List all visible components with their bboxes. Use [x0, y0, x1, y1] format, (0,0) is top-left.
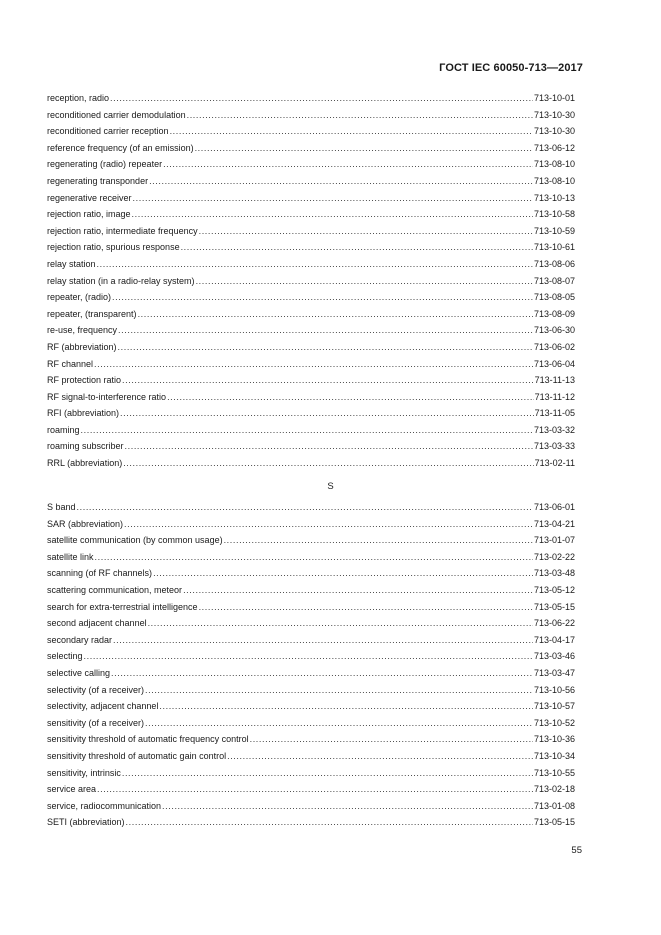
entry-ref: 713-03-33 — [533, 441, 575, 452]
index-entry — [47, 256, 575, 273]
dot-leader — [132, 206, 533, 223]
dot-leader — [112, 289, 533, 306]
index-entry — [47, 532, 575, 549]
dot-leader — [81, 422, 533, 439]
index-entry — [47, 682, 575, 699]
dot-leader — [118, 339, 533, 356]
entry-term: selectivity, adjacent channel — [47, 701, 159, 712]
index-entry — [47, 156, 575, 173]
entry-term: reconditioned carrier reception — [47, 126, 169, 137]
dot-leader — [124, 516, 533, 533]
entry-ref: 713-03-48 — [533, 568, 575, 579]
index-entry — [47, 499, 575, 516]
entry-ref: 713-08-10 — [533, 159, 575, 170]
dot-leader — [227, 748, 533, 765]
entry-term: selecting — [47, 651, 83, 662]
entry-ref: 713-02-22 — [533, 551, 575, 562]
index-entry — [47, 289, 575, 306]
entry-term: repeater, (radio) — [47, 292, 112, 303]
entry-term: secondary radar — [47, 634, 113, 645]
index-entry — [47, 781, 575, 798]
document-header: ГОСТ IEC 60050-713—2017 — [439, 62, 583, 74]
dot-leader — [97, 781, 533, 798]
index-entry — [47, 356, 575, 373]
dot-leader — [162, 798, 533, 815]
index-entry — [47, 273, 575, 290]
entry-ref: 713-10-36 — [533, 734, 575, 745]
index-entry — [47, 698, 575, 715]
index-entry — [47, 438, 575, 455]
index-entry — [47, 565, 575, 582]
index-entry — [47, 798, 575, 815]
entry-term: search for extra-terrestrial intelligence — [47, 601, 198, 612]
entry-ref: 713-06-12 — [533, 142, 575, 153]
entry-ref: 713-08-09 — [533, 308, 575, 319]
dot-leader — [199, 599, 533, 616]
dot-leader — [195, 140, 533, 157]
entry-term: satellite communication (by common usage) — [47, 535, 223, 546]
dot-leader — [97, 256, 533, 273]
entry-term: rejection ratio, image — [47, 209, 131, 220]
entry-ref: 713-08-05 — [533, 292, 575, 303]
entry-ref: 713-11-13 — [534, 375, 575, 386]
entry-term: RF protection ratio — [47, 375, 122, 386]
entry-term: SAR (abbreviation) — [47, 518, 124, 529]
entry-ref: 713-10-59 — [533, 225, 575, 236]
index-entry — [47, 190, 575, 207]
entry-term: roaming subscriber — [47, 441, 124, 452]
entry-term: reference frequency (of an emission) — [47, 142, 194, 153]
dot-leader — [145, 682, 533, 699]
index-section-r — [47, 90, 575, 472]
index-entry — [47, 455, 575, 472]
entry-ref: 713-10-52 — [533, 717, 575, 728]
entry-ref: 713-05-15 — [533, 817, 575, 828]
index-entry — [47, 107, 575, 124]
index-entry — [47, 665, 575, 682]
entry-ref: 713-03-47 — [533, 667, 575, 678]
entry-term: scattering communication, meteor — [47, 584, 183, 595]
index-entry — [47, 731, 575, 748]
dot-leader — [110, 90, 533, 107]
entry-term: RF channel — [47, 358, 94, 369]
entry-ref: 713-10-30 — [533, 109, 575, 120]
index-entry — [47, 582, 575, 599]
entry-ref: 713-10-58 — [533, 209, 575, 220]
entry-term: RF signal-to-interference ratio — [47, 391, 167, 402]
dot-leader — [94, 356, 533, 373]
dot-leader — [138, 306, 533, 323]
dot-leader — [196, 273, 533, 290]
dot-leader — [125, 438, 533, 455]
index-entry — [47, 422, 575, 439]
entry-term: regenerating transponder — [47, 175, 149, 186]
index-entry — [47, 748, 575, 765]
index-entry — [47, 206, 575, 223]
entry-ref: 713-10-61 — [533, 242, 575, 253]
entry-term: service area — [47, 784, 97, 795]
dot-leader — [167, 389, 534, 406]
index-entry — [47, 549, 575, 566]
page-number: 55 — [571, 845, 582, 856]
entry-ref: 713-10-13 — [533, 192, 575, 203]
index-entry — [47, 615, 575, 632]
index-entry — [47, 814, 575, 831]
entry-ref: 713-10-55 — [533, 767, 575, 778]
entry-ref: 713-05-15 — [533, 601, 575, 612]
entry-term: rejection ratio, spurious response — [47, 242, 180, 253]
index-entry — [47, 715, 575, 732]
dot-leader — [133, 190, 533, 207]
entry-term: reconditioned carrier demodulation — [47, 109, 186, 120]
entry-ref: 713-10-34 — [533, 750, 575, 761]
entry-ref: 713-08-06 — [533, 258, 575, 269]
entry-term: selective calling — [47, 667, 111, 678]
entry-term: sensitivity (of a receiver) — [47, 717, 145, 728]
dot-leader — [163, 156, 533, 173]
entry-term: relay station (in a radio-relay system) — [47, 275, 195, 286]
entry-ref: 713-08-07 — [533, 275, 575, 286]
dot-leader — [149, 173, 533, 190]
dot-leader — [111, 665, 533, 682]
entry-ref: 713-03-46 — [533, 651, 575, 662]
dot-leader — [148, 615, 533, 632]
index-entry — [47, 322, 575, 339]
index-entry — [47, 90, 575, 107]
dot-leader — [187, 107, 533, 124]
section-letter-s: S — [327, 481, 334, 492]
entry-ref: 713-01-08 — [533, 800, 575, 811]
entry-term: relay station — [47, 258, 96, 269]
index-entry — [47, 599, 575, 616]
entry-ref: 713-11-05 — [534, 408, 575, 419]
dot-leader — [199, 223, 533, 240]
entry-ref: 713-06-22 — [533, 618, 575, 629]
dot-leader — [84, 648, 533, 665]
entry-ref: 713-03-32 — [533, 424, 575, 435]
entry-term: sensitivity threshold of automatic frequency control — [47, 734, 249, 745]
entry-ref: 713-06-02 — [533, 341, 575, 352]
index-entry — [47, 405, 575, 422]
entry-term: RRL (abbreviation) — [47, 458, 123, 469]
entry-ref: 713-10-01 — [533, 93, 575, 103]
index-entry — [47, 632, 575, 649]
dot-leader — [126, 814, 533, 831]
dot-leader — [250, 731, 533, 748]
index-entry — [47, 306, 575, 323]
dot-leader — [153, 565, 533, 582]
entry-term: service, radiocommunication — [47, 800, 162, 811]
dot-leader — [122, 372, 534, 389]
entry-ref: 713-10-56 — [533, 684, 575, 695]
entry-ref: 713-04-17 — [533, 634, 575, 645]
dot-leader — [159, 698, 533, 715]
entry-term: selectivity (of a receiver) — [47, 684, 145, 695]
dot-leader — [145, 715, 533, 732]
index-entry — [47, 239, 575, 256]
index-entry — [47, 389, 575, 406]
entry-term: sensitivity, intrinsic — [47, 767, 121, 778]
entry-term: sensitivity threshold of automatic gain control — [47, 750, 227, 761]
entry-term: RF (abbreviation) — [47, 341, 117, 352]
dot-leader — [95, 549, 533, 566]
entry-ref: 713-08-10 — [533, 175, 575, 186]
dot-leader — [170, 123, 533, 140]
entry-term: scanning (of RF channels) — [47, 568, 153, 579]
index-entry — [47, 339, 575, 356]
dot-leader — [122, 765, 533, 782]
entry-ref: 713-02-11 — [534, 458, 575, 469]
index-entry — [47, 648, 575, 665]
entry-ref: 713-04-21 — [533, 518, 575, 529]
dot-leader — [118, 322, 533, 339]
dot-leader — [77, 499, 533, 516]
entry-ref: 713-06-30 — [533, 325, 575, 336]
entry-term: re-use, frequency — [47, 325, 118, 336]
dot-leader — [224, 532, 533, 549]
index-entry — [47, 765, 575, 782]
entry-ref: 713-05-12 — [533, 584, 575, 595]
index-entry — [47, 173, 575, 190]
entry-term: second adjacent channel — [47, 618, 147, 629]
entry-term: reception, radio — [47, 93, 110, 103]
entry-ref: 713-01-07 — [533, 535, 575, 546]
entry-term: regenerating (radio) repeater — [47, 159, 163, 170]
entry-term: SETI (abbreviation) — [47, 817, 125, 828]
entry-ref: 713-11-12 — [534, 391, 575, 402]
index-entry — [47, 516, 575, 533]
entry-term: roaming — [47, 424, 80, 435]
dot-leader — [123, 455, 533, 472]
dot-leader — [120, 405, 534, 422]
index-entry — [47, 372, 575, 389]
entry-term: rejection ratio, intermediate frequency — [47, 225, 198, 236]
entry-term: repeater, (transparent) — [47, 308, 137, 319]
entry-ref: 713-10-30 — [533, 126, 575, 137]
dot-leader — [183, 582, 533, 599]
entry-ref: 713-06-04 — [533, 358, 575, 369]
index-entry — [47, 123, 575, 140]
entry-ref: 713-02-18 — [533, 784, 575, 795]
dot-leader — [181, 239, 533, 256]
entry-ref: 713-06-01 — [533, 502, 575, 512]
index-entry — [47, 140, 575, 157]
entry-term: satellite link — [47, 551, 94, 562]
index-section-s — [47, 499, 575, 831]
entry-term: S band — [47, 502, 76, 512]
dot-leader — [113, 632, 533, 649]
entry-ref: 713-10-57 — [533, 701, 575, 712]
entry-term: regenerative receiver — [47, 192, 132, 203]
entry-term: RFI (abbreviation) — [47, 408, 120, 419]
index-entry — [47, 223, 575, 240]
